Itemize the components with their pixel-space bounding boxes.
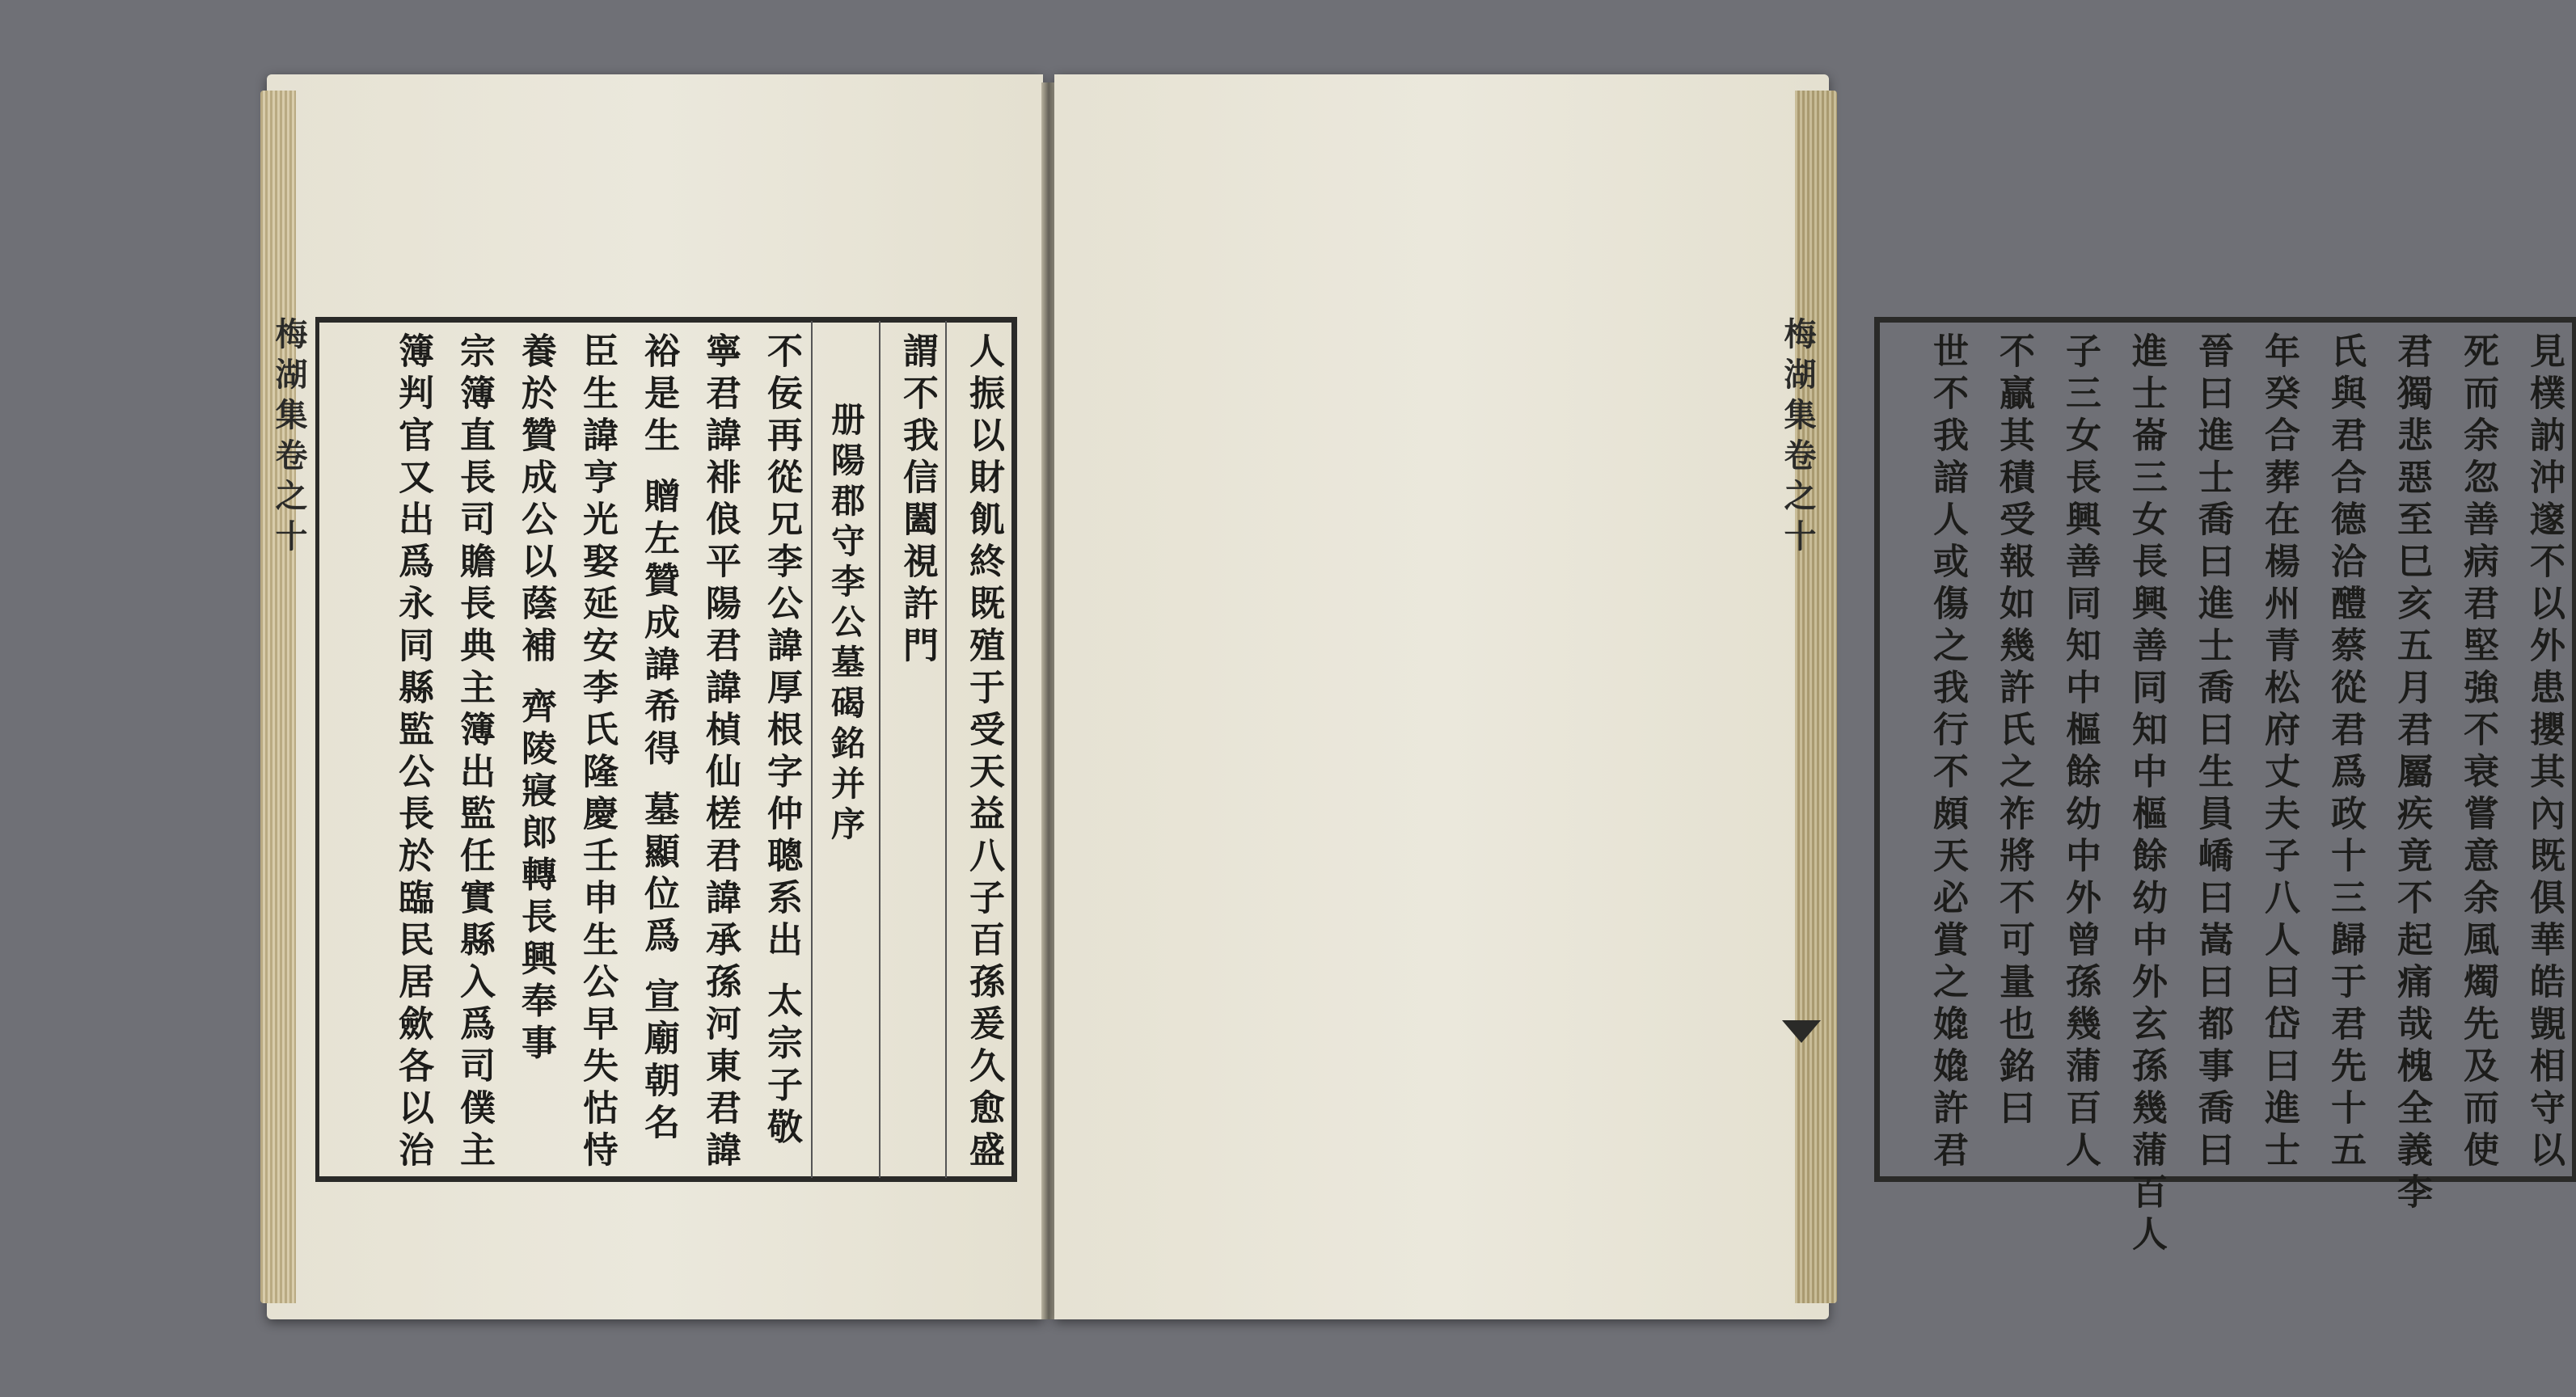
text-column: 寧君諱裶俍平陽君諱楨仙槎君諱承孫河東君諱 (699, 332, 741, 1173)
text-column: 進士崙三女長興善同知中樞餘幼中外玄孫幾蒲百人 (2126, 332, 2167, 1257)
text-column: 晉曰進士喬曰進士喬曰生員嶠曰嵩曰都事喬曰 (2192, 332, 2233, 1173)
right-running-title: 梅湖集卷之十 (1779, 317, 1817, 559)
text-column: 裕是生 贈左贊成諱希得 墓顯位爲 宣廟朝名 (638, 332, 679, 1146)
right-text-frame (1874, 317, 2576, 1257)
column-rule (879, 321, 880, 1178)
open-book (267, 74, 2565, 1332)
text-column: 人振以財飢終既殖于受天益八子百孫爰久愈盛 (963, 332, 1004, 1173)
text-column: 養於贊成公以蔭補 齊陵寢郎轉長興奉事 (515, 332, 556, 1066)
text-column: 簿判官又出爲永同縣監公長於臨民居歛各以治 (392, 332, 433, 1173)
column-rule (945, 321, 947, 1178)
left-running-title: 梅湖集卷之十 (270, 317, 308, 559)
fish-tail-ornament (1782, 1020, 1821, 1043)
text-column: 見樸訥沖邃不以外患攖其內既俱華皓覬相守以 (2523, 332, 2565, 1173)
left-page (267, 74, 1043, 1319)
text-column: 謂不我信闔視許門 (897, 332, 938, 669)
text-column: 臣生諱亨光娶延安李氏隆慶壬申生公早失怙恃 (576, 332, 618, 1173)
text-column: 氏與君合德洽醴蔡從君爲政十三歸于君先十五 (2325, 332, 2366, 1173)
text-column: 不贏其積受報如幾許氏之祚將不可量也銘曰 (1993, 332, 2034, 1131)
right-page (1054, 74, 2565, 1319)
text-column: 年癸合葬在楊州青松府丈夫子八人曰岱曰進士 (2258, 332, 2299, 1173)
text-column: 宗簿直長司贍長典主簿出監任實縣入爲司僕主 (454, 332, 495, 1173)
text-column: 子三女長興善同知中樞餘幼中外曾孫幾蒲百人 (2059, 332, 2101, 1173)
text-column: 世不我諳人或傷之我行不頗天必賞之嫓嫓許君 (1927, 332, 1968, 1173)
inscription-heading: 册陽郡守李公墓碣銘并序 (826, 402, 866, 846)
text-column: 君獨悲惡至巳亥五月君屬疾竟不起痛哉槐全義李 (2391, 332, 2432, 1215)
text-column: 死而余忽善病君堅強不衰嘗意余風燭先及而使 (2457, 332, 2498, 1173)
column-rule (811, 321, 813, 1178)
left-text-frame (315, 317, 1017, 1182)
text-column: 不佞再從兄李公諱厚根字仲聰系出 太宗子敬 (761, 332, 802, 1150)
